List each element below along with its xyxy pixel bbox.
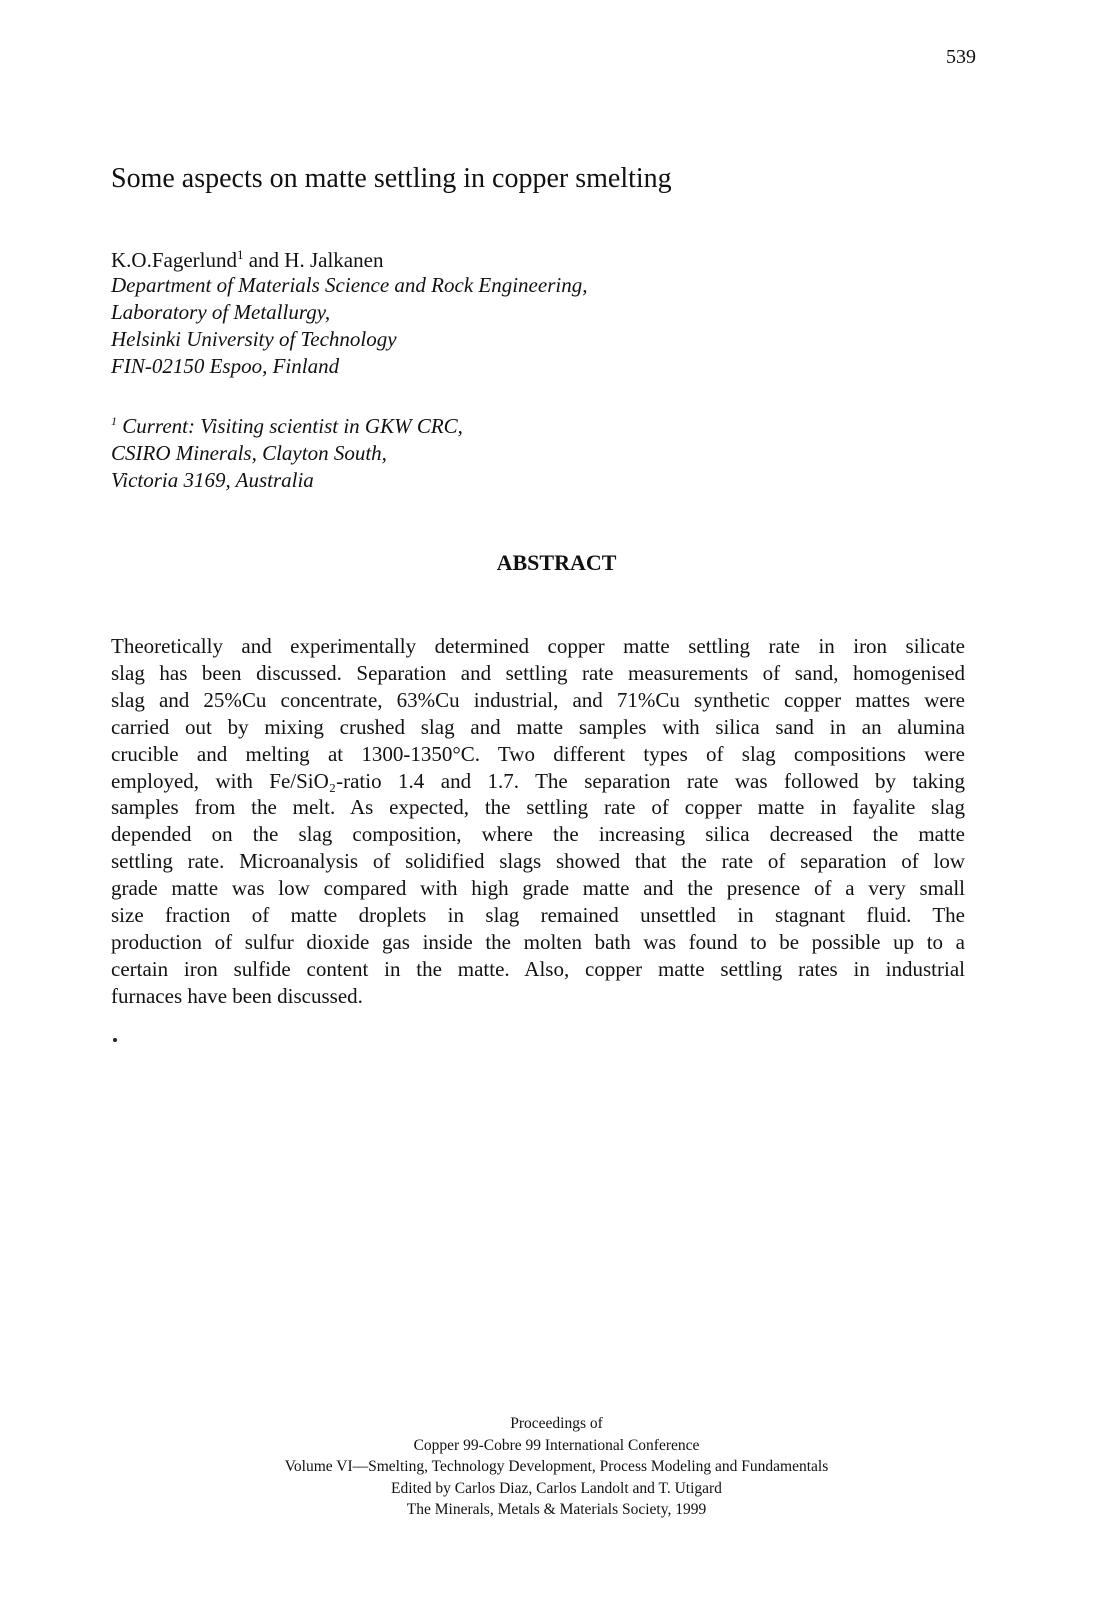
footer-line: The Minerals, Metals & Materials Society, 1999 xyxy=(406,1501,707,1518)
abstract-line: furnaces have been discussed. xyxy=(111,983,363,1008)
abstract-line: grade matte was low compared with high grade matte and the presence of a very small xyxy=(111,876,965,901)
abstract-line: production of sulfur dioxide gas inside the molten bath was found to be possible up to a xyxy=(111,929,965,954)
affiliation-line: Laboratory of Metallurgy, xyxy=(111,300,331,324)
current-affiliation-line: CSIRO Minerals, Clayton South, xyxy=(111,441,387,465)
current-affiliation-block xyxy=(111,408,463,494)
page-number: 539 xyxy=(946,46,976,68)
footer-line: Edited by Carlos Diaz, Carlos Landolt and T. Utigard xyxy=(391,1479,722,1497)
current-affiliation-line xyxy=(111,408,463,440)
footer-line: Copper 99-Cobre 99 International Conference xyxy=(413,1436,700,1454)
abstract-line: crucible and melting at 1300-1350°C. Two different types of slag compositions were xyxy=(111,741,965,766)
author-first: K.O.Fagerlund xyxy=(111,248,237,272)
author-line xyxy=(111,247,383,273)
abstract-line: certain iron sulfide content in the matte. Also, copper matte settling rates in industrial xyxy=(111,956,965,981)
current-affiliation-text: Current: Visiting scientist in GKW CRC, xyxy=(117,414,463,438)
abstract-line: carried out by mixing crushed slag and matte samples with silica sand in an alumina xyxy=(111,714,965,739)
abstract-line: employed, with Fe/SiO₂-ratio 1.4 and 1.7. The separation rate was followed by taking xyxy=(111,768,965,793)
affiliation-line: Department of Materials Science and Rock Engineering, xyxy=(111,273,588,297)
footer-line: Proceedings of xyxy=(510,1415,603,1432)
author-first-marker: 1 xyxy=(236,247,244,262)
abstract-line: size fraction of matte droplets in slag remained unsettled in stagnant fluid. The xyxy=(111,903,965,928)
affiliation-line: Helsinki University of Technology xyxy=(111,327,397,351)
abstract-line: Theoretically and experimentally determined copper matte settling rate in iron silicate xyxy=(111,634,965,658)
abstract-line: depended on the slag composition, where the increasing silica decreased the matte xyxy=(111,822,965,847)
affiliation-line: FIN-02150 Espoo, Finland xyxy=(111,354,340,378)
abstract-line: samples from the melt. As expected, the settling rate of copper matte in fayalite slag xyxy=(111,795,965,820)
paper-title: Some aspects on matte settling in copper smelting xyxy=(111,163,672,194)
abstract-body xyxy=(111,633,965,1010)
scan-speck xyxy=(113,1038,117,1042)
author-rest: and H. Jalkanen xyxy=(243,248,384,272)
current-affiliation-marker: 1 xyxy=(111,414,117,428)
footer-line: Volume VI—Smelting, Technology Development, Process Modeling and Fundamentals xyxy=(284,1458,829,1475)
abstract-heading: ABSTRACT xyxy=(496,550,617,575)
abstract-line: settling rate. Microanalysis of solidified slags showed that the rate of separation of low xyxy=(111,849,965,874)
abstract-line: slag and 25%Cu concentrate, 63%Cu industrial, and 71%Cu synthetic copper mattes were xyxy=(111,687,965,712)
current-affiliation-line: Victoria 3169, Australia xyxy=(111,468,314,492)
affiliation-block xyxy=(111,272,587,380)
abstract-line: slag has been discussed. Separation and settling rate measurements of sand, homogenised xyxy=(111,660,965,685)
proceedings-footer xyxy=(0,1413,1113,1521)
